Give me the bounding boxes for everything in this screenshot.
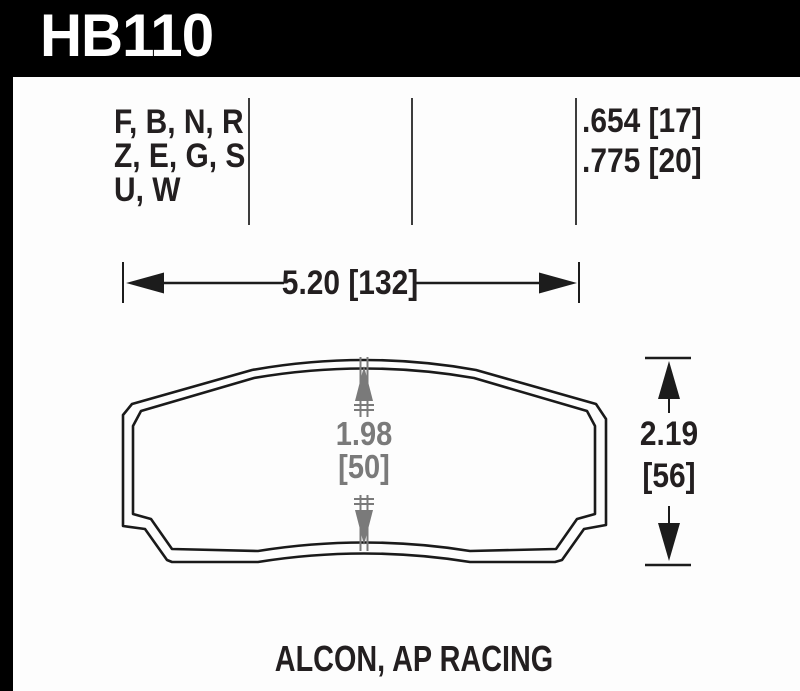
width-dimension-label: 5.20 [132] bbox=[281, 264, 419, 302]
applications-label: ALCON, AP RACING bbox=[274, 638, 554, 679]
width-arrowhead-right bbox=[539, 273, 577, 294]
compound-codes-line-2: Z, E, G, S bbox=[114, 137, 246, 175]
overall-height-inches: 2.19 bbox=[639, 415, 699, 453]
overall-height-label bbox=[599, 413, 740, 497]
height-arrowhead-down bbox=[658, 523, 680, 561]
thickness-options bbox=[582, 101, 702, 181]
width-arrowhead-left bbox=[126, 273, 164, 294]
part-number: HB110 bbox=[40, 2, 214, 69]
compound-codes bbox=[114, 105, 245, 207]
thickness-option-2: .775 [20] bbox=[582, 142, 702, 180]
friction-arrowhead-up bbox=[355, 366, 373, 401]
friction-height-inches: 1.98 bbox=[335, 415, 393, 452]
friction-arrowhead-down bbox=[355, 510, 373, 545]
friction-height-mm: [50] bbox=[338, 448, 390, 485]
friction-height-label bbox=[294, 417, 435, 483]
height-arrowhead-up bbox=[658, 361, 680, 399]
compound-codes-line-1: F, B, N, R bbox=[114, 103, 244, 141]
thickness-option-1: .654 [17] bbox=[582, 102, 702, 140]
compound-codes-line-3: U, W bbox=[114, 171, 181, 209]
overall-height-mm: [56] bbox=[642, 457, 696, 495]
